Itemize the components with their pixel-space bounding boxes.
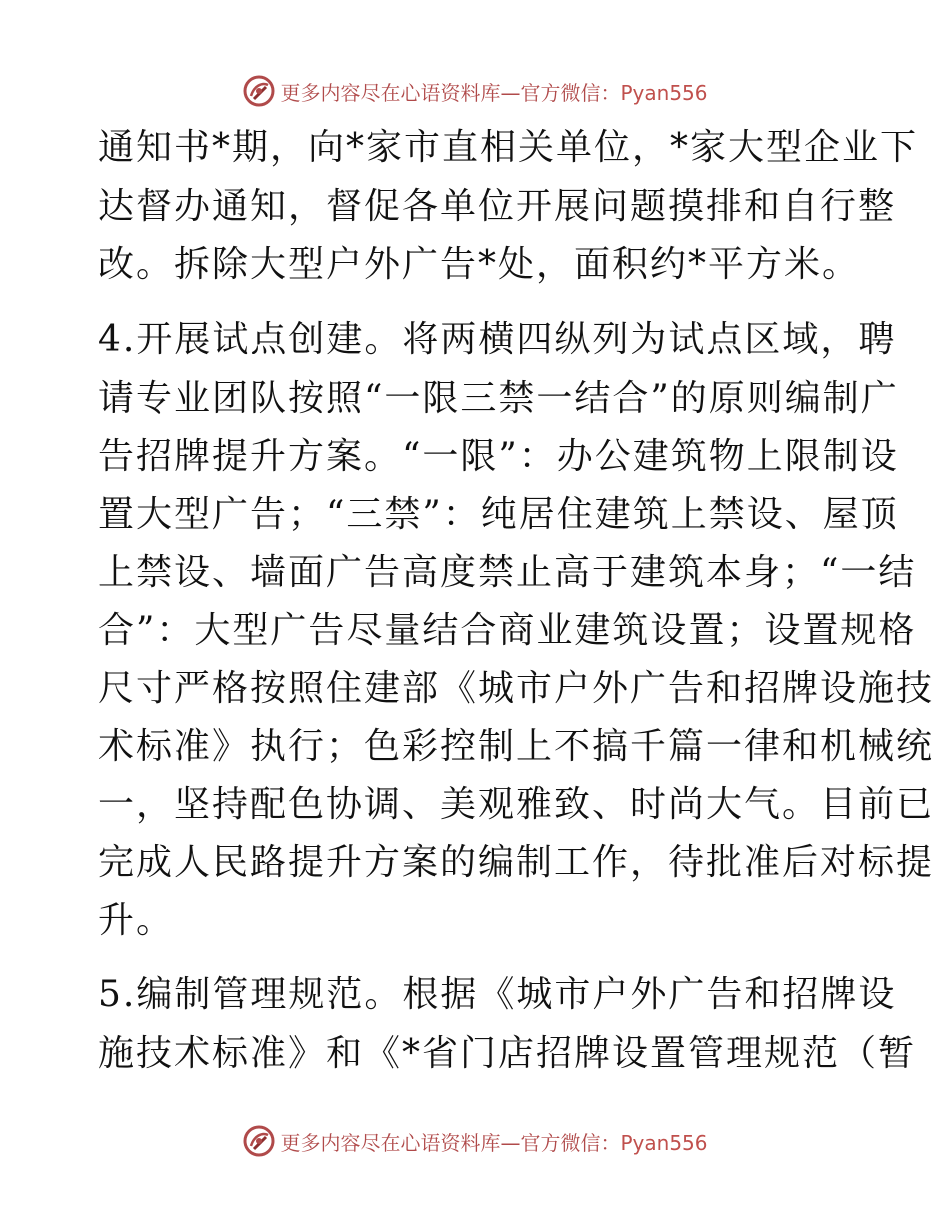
brand-logo-icon bbox=[242, 74, 276, 108]
header-watermark-banner bbox=[0, 71, 950, 111]
body-line: 置大型广告；“三禁”：纯居住建筑上禁设、屋顶 bbox=[98, 494, 899, 535]
body-line: 改。拆除大型户外广告*处，面积约*平方米。 bbox=[98, 244, 861, 285]
body-line: 尺寸严格按照住建部《城市户外广告和招牌设施技 bbox=[98, 668, 935, 709]
body-line: 告招牌提升方案。“一限”：办公建筑物上限制设 bbox=[98, 436, 899, 477]
brand-logo-icon bbox=[242, 1124, 276, 1158]
body-line: 完成人民路提升方案的编制工作，待批准后对标提 bbox=[98, 842, 935, 883]
body-line: 升。 bbox=[98, 900, 175, 941]
body-line: 达督办通知，督促各单位开展问题摸排和自行整 bbox=[98, 186, 897, 227]
body-line: 术标准》执行；色彩控制上不搞千篇一律和机械统 bbox=[98, 726, 935, 767]
body-line: 4.开展试点创建。将两横四纵列为试点区域，聘 bbox=[98, 319, 897, 360]
header-watermark-text: 更多内容尽在心语资料库—官方微信：Pyan556 bbox=[280, 80, 708, 105]
body-line: 一，坚持配色协调、美观雅致、时尚大气。目前已 bbox=[98, 784, 935, 825]
body-line: 5.编制管理规范。根据《城市户外广告和招牌设 bbox=[98, 974, 897, 1015]
body-line: 通知书*期，向*家市直相关单位，*家大型企业下 bbox=[98, 127, 919, 168]
body-line: 合”：大型广告尽量结合商业建筑设置；设置规格 bbox=[98, 610, 917, 651]
body-line: 上禁设、墙面广告高度禁止高于建筑本身；“一结 bbox=[98, 552, 917, 593]
body-line: 施技术标准》和《*省门店招牌设置管理规范（暂 bbox=[98, 1033, 917, 1074]
footer-watermark-banner bbox=[0, 1121, 950, 1161]
footer-watermark-text: 更多内容尽在心语资料库—官方微信：Pyan556 bbox=[280, 1130, 708, 1155]
body-line: 请专业团队按照“一限三禁一结合”的原则编制广 bbox=[98, 378, 899, 419]
